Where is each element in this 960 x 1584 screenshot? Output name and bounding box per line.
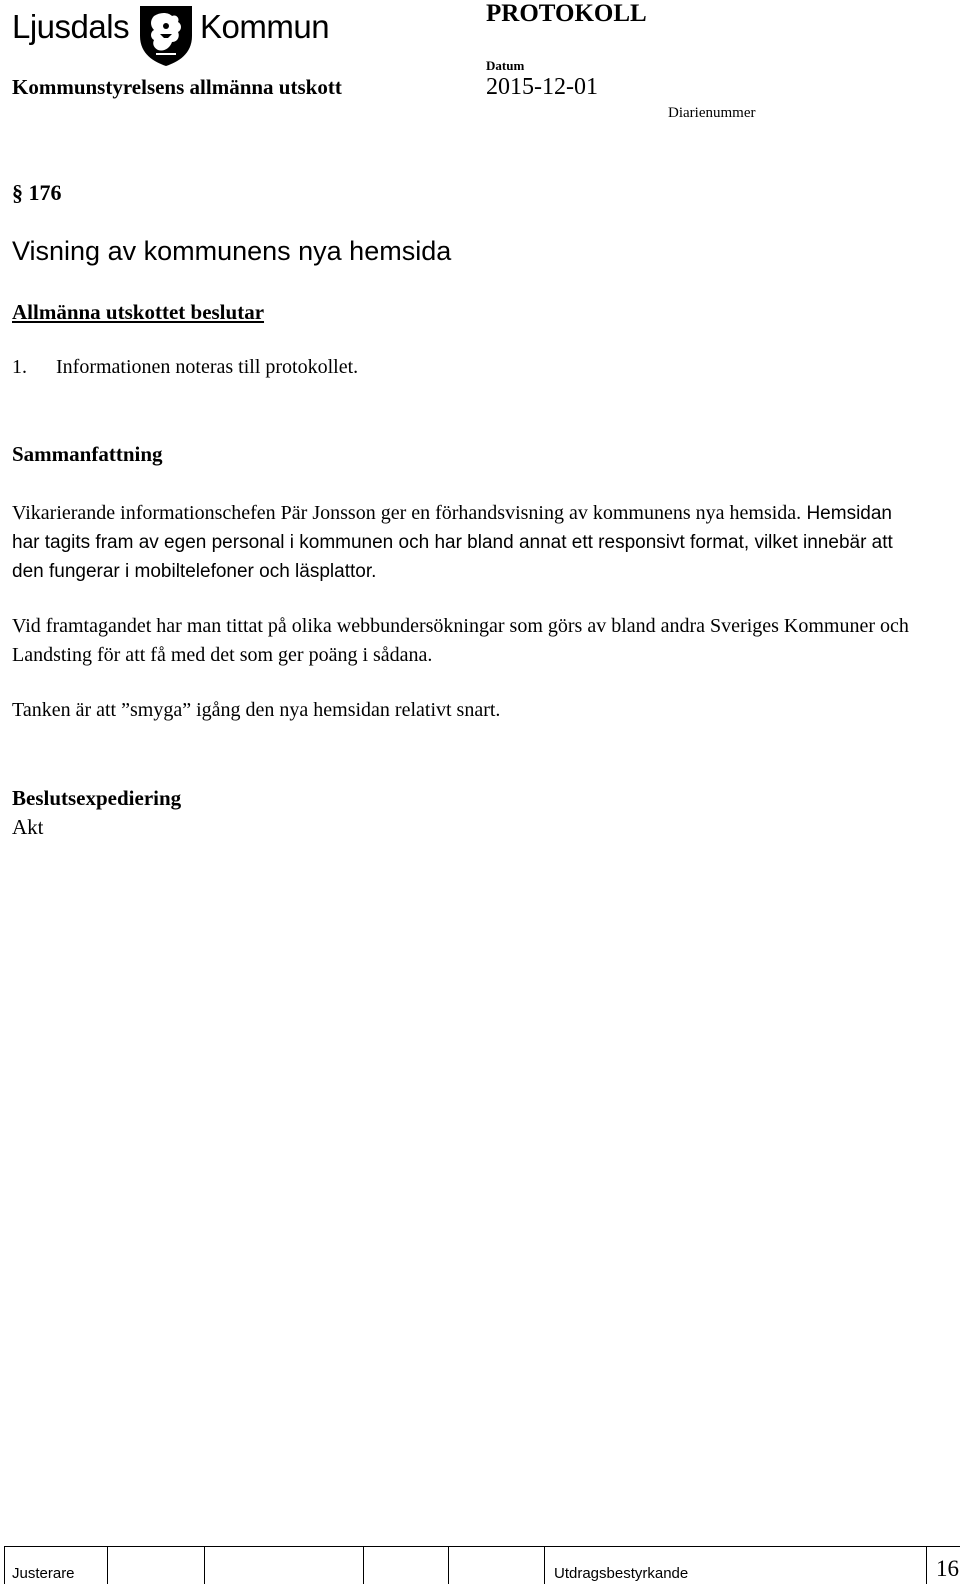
summary-paragraph-part: Vikarierande informationschefen Pär Jonsson ger en förhandsvisning av kommunens nya hemsida. [12, 502, 802, 524]
date-value: 2015-12-01 [486, 74, 598, 100]
logo-text-left: Ljusdals [12, 8, 130, 45]
footer-divider [448, 1547, 449, 1584]
summary-heading: Sammanfattning [12, 442, 163, 466]
paragraph-number: § 176 [12, 180, 62, 205]
summary-body [12, 499, 912, 751]
footer-divider [363, 1547, 364, 1584]
logo-text-right: Kommun [200, 8, 330, 45]
item-subject: Visning av kommunens nya hemsida [12, 236, 452, 266]
utdragsbestyrkande-label: Utdragsbestyrkande [554, 1565, 689, 1582]
footer-divider [544, 1547, 545, 1584]
lion-crest-icon [134, 2, 198, 68]
registration-number-label: Diarienummer [668, 105, 756, 121]
footer-divider [926, 1547, 927, 1584]
footer-divider [4, 1547, 5, 1584]
footer-divider [204, 1547, 205, 1584]
page-number: 16 [936, 1556, 959, 1581]
summary-paragraph: Vid framtagandet har man tittat på olika webbundersökningar som görs av bland andra Sveriges Kommuner och Landsting för att få med det som ger poäng i sådana. [12, 615, 909, 666]
decision-list [12, 356, 358, 379]
decision-number: 1. [12, 356, 27, 378]
expedition-item: Akt [12, 815, 44, 839]
municipality-logo [12, 0, 334, 70]
footer-divider [107, 1547, 108, 1584]
document-type: PROTOKOLL [486, 0, 647, 27]
justerare-label: Justerare [12, 1565, 75, 1582]
summary-paragraph-part: Hemsidan har tagits fram av egen personal i kommunen och har bland annat ett responsivt format, vilket innebär att den fungerar i mobiltelefoner och läsplattor. [12, 503, 893, 582]
decision-text: Informationen noteras till protokollet. [56, 356, 359, 378]
summary-paragraph: Tanken är att ”smyga” igång den nya hemsidan relativt snart. [12, 699, 501, 721]
signature-footer [4, 1546, 960, 1584]
summary-paragraph [12, 499, 912, 586]
expedition-heading: Beslutsexpediering [12, 786, 182, 810]
date-label: Datum [486, 58, 525, 73]
decision-item [12, 356, 358, 379]
decision-heading: Allmänna utskottet beslutar [12, 300, 265, 324]
committee-name: Kommunstyrelsens allmänna utskott [12, 75, 342, 99]
